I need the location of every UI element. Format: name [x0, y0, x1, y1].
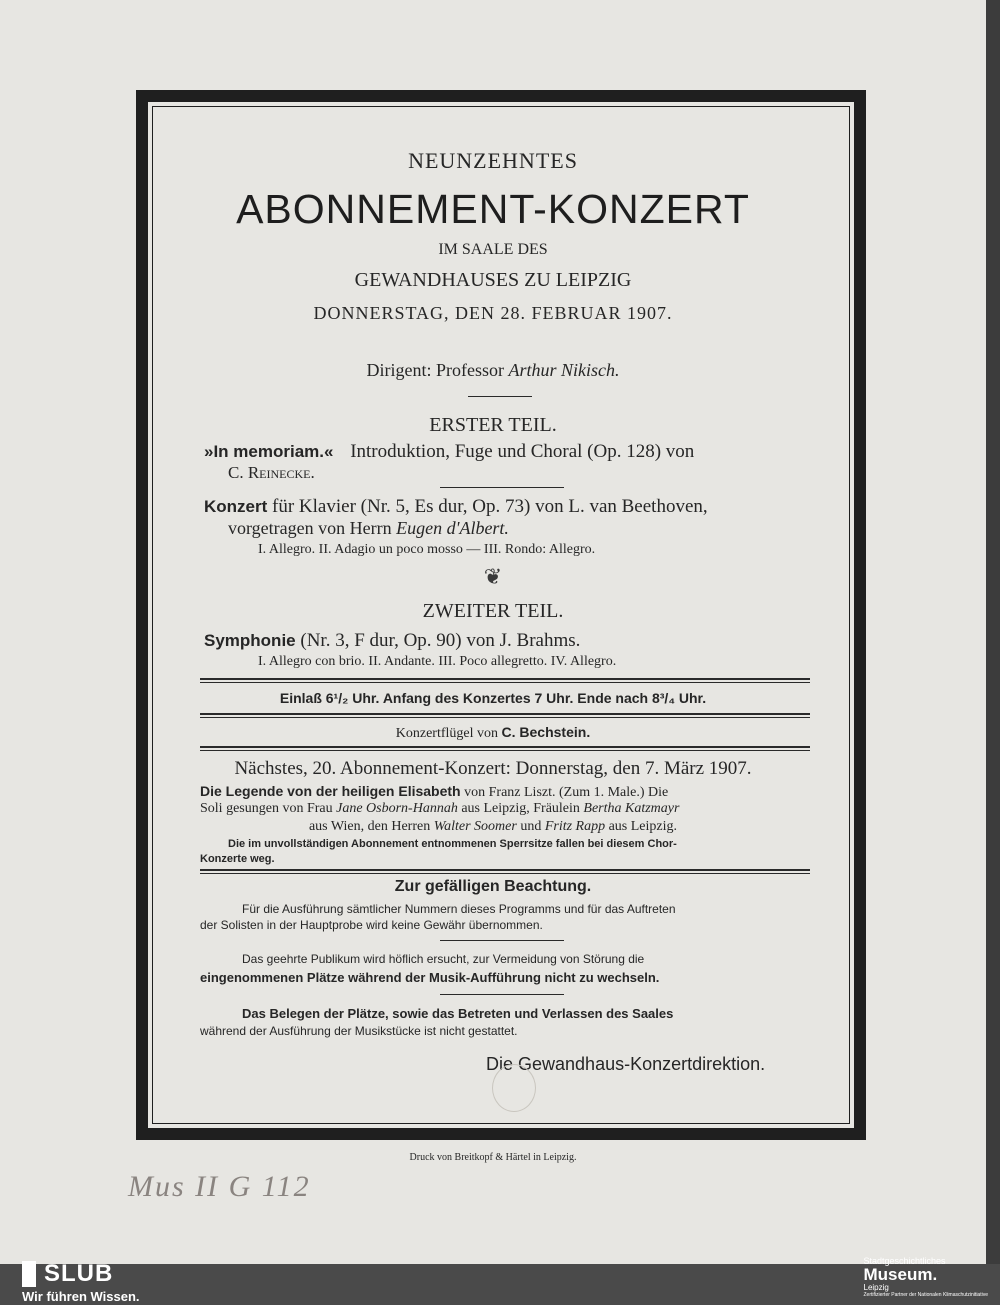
museum-name: Museum. [863, 1265, 938, 1284]
slub-name: SLUB [44, 1260, 114, 1287]
piano-prefix: Konzertflügel von [395, 726, 499, 741]
next-work-line [200, 783, 668, 801]
item1-text: Introduktion, Fuge und Choral (Op. 128) von [350, 441, 695, 462]
next-concert-heading: Nächstes, 20. Abonnement-Konzert: Donnerstag, den 7. März 1907. [234, 758, 752, 779]
part1-heading: ERSTER TEIL. [429, 414, 557, 436]
soloists-text: und [520, 819, 542, 834]
piano-line [0, 724, 986, 742]
divider [468, 396, 532, 397]
soloist-name: Fritz Rapp [544, 819, 606, 834]
soloists-line-2 [0, 819, 986, 835]
soloists-text: aus Leipzig, Fräulein [461, 801, 580, 816]
conductor-label: Dirigent: Professor [366, 360, 504, 380]
double-rule [200, 678, 810, 683]
museum-top: Stadtgeschichtliches [863, 1256, 946, 1266]
slub-tagline: Wir führen Wissen. [22, 1289, 140, 1304]
concert-date: DONNERSTAG, DEN 28. FEBRUAR 1907. [313, 303, 673, 323]
soloists-text: aus Leipzig. [608, 819, 678, 834]
performer-prefix: vorgetragen von Herrn [228, 518, 392, 538]
part2-heading: ZWEITER TEIL. [422, 600, 564, 622]
soloist-name: Walter Soomer [433, 819, 517, 834]
ornament-icon: ❦ [483, 564, 503, 589]
notice-p3-line1: Das Belegen der Plätze, sowie das Betreten und Verlassen des Saales [242, 1006, 674, 1021]
page-title: ABONNEMENT-KONZERT [236, 186, 750, 232]
embossed-seal [492, 1064, 536, 1112]
item1-title: »In memoriam.« [204, 442, 334, 461]
shelfmark-handwritten: Mus II G 112 [128, 1170, 311, 1203]
piano-maker: C. Bechstein. [501, 724, 591, 740]
program-item-3 [204, 630, 580, 652]
item3-movements: I. Allegro con brio. II. Andante. III. Poco allegretto. IV. Allegro. [258, 654, 617, 669]
subscription-note-2: Konzerte weg. [200, 853, 275, 865]
signature: Die Gewandhaus-Konzertdirektion. [486, 1054, 766, 1074]
printer-imprint: Druck von Breitkopf & Härtel in Leipzig. [409, 1152, 577, 1163]
venue-line: IM SAALE DES [438, 241, 548, 258]
divider [440, 487, 564, 488]
soloists-text: aus Wien, den Herren [308, 819, 431, 834]
item2-title: Konzert [204, 497, 268, 516]
item2-text: für Klavier (Nr. 5, Es dur, Op. 73) von L. van Beethoven, [272, 496, 708, 517]
conductor-name: Arthur Nikisch. [508, 360, 620, 380]
notice-p3-line2: während der Ausführung der Musikstücke ist nicht gestattet. [200, 1024, 518, 1038]
slub-logo [22, 1260, 140, 1304]
performer-name: Eugen d'Albert. [396, 518, 509, 538]
soloists-line-1 [200, 801, 679, 817]
museum-logo [864, 1256, 989, 1298]
item2-performer-line [228, 518, 509, 539]
concert-number: NEUNZEHNTES [408, 148, 578, 173]
double-rule [200, 746, 810, 751]
divider [440, 940, 564, 941]
program-item-1 [204, 441, 694, 463]
notice-p2-line1: Das geehrte Publikum wird höflich ersucht, zur Vermeidung von Störung die [242, 952, 645, 966]
soloist-name: Bertha Katzmayr [583, 801, 680, 816]
item2-movements: I. Allegro. II. Adagio un poco mosso — III. Rondo: Allegro. [258, 542, 596, 557]
times-line: Einlaß 6¹/₂ Uhr. Anfang des Konzertes 7 Uhr. Ende nach 8³/₄ Uhr. [279, 690, 707, 706]
venue-name: GEWANDHAUSES ZU LEIPZIG [354, 269, 632, 291]
museum-note: Zertifizierter Partner der Nationalen Klimaschutzinitiative [863, 1292, 988, 1298]
scan-edge [986, 0, 1000, 1264]
notice-p1-line1: Für die Ausführung sämtlicher Nummern dieses Programms und für das Auftreten [242, 902, 676, 916]
soloist-name: Jane Osborn-Hannah [336, 801, 458, 816]
footer-band [0, 1264, 1000, 1305]
divider [440, 994, 564, 995]
slub-icon [22, 1261, 36, 1287]
notice-p2-line2: eingenommenen Plätze während der Musik-Aufführung nicht zu wechseln. [200, 970, 660, 985]
notice-heading: Zur gefälligen Beachtung. [394, 878, 592, 895]
double-rule [200, 713, 810, 718]
museum-city: Leipzig [863, 1283, 889, 1292]
item1-composer: C. Reinecke. [228, 463, 315, 482]
program-item-2 [204, 496, 708, 518]
soloists-text: Soli gesungen von Frau [200, 801, 333, 816]
conductor-line [0, 360, 986, 381]
next-work-rest: von Franz Liszt. (Zum 1. Male.) Die [464, 785, 669, 800]
notice-p1-line2: der Solisten in der Hauptprobe wird keine Gewähr übernommen. [200, 918, 543, 932]
subscription-note-1: Die im unvollständigen Abonnement entnommenen Sperrsitze fallen bei diesem Chor- [228, 838, 677, 850]
item3-title: Symphonie [204, 631, 296, 650]
item3-text: (Nr. 3, F dur, Op. 90) von J. Brahms. [300, 630, 581, 651]
double-rule [200, 869, 810, 874]
next-work-title: Die Legende von der heiligen Elisabeth [200, 783, 461, 799]
